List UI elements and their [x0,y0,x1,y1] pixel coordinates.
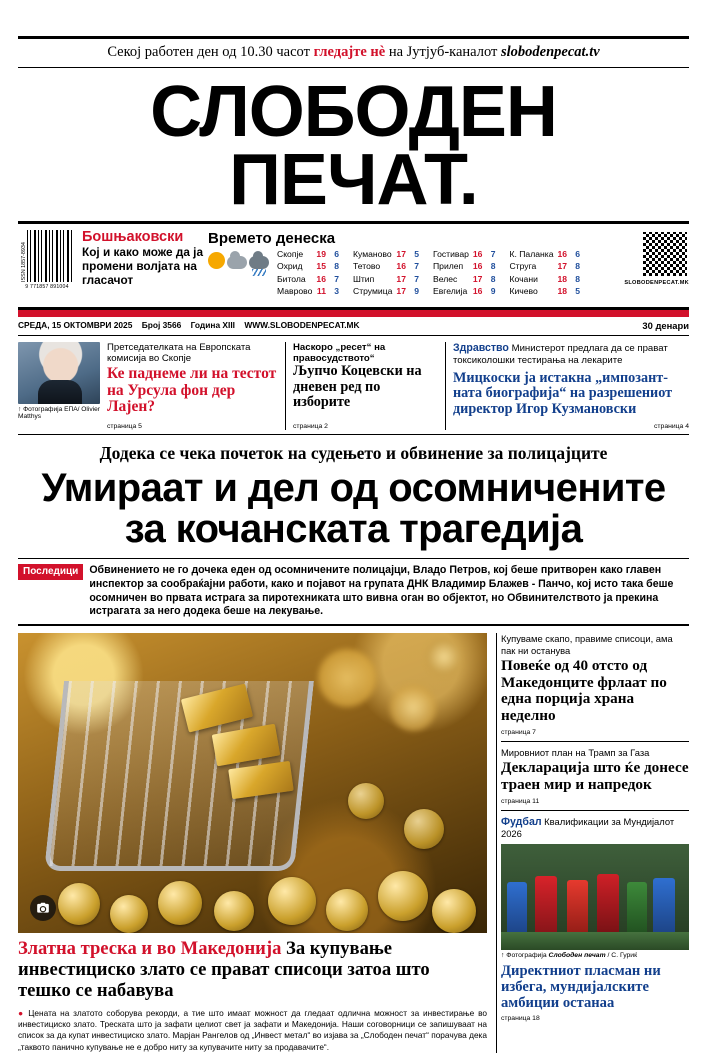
weather-column-1 [275,248,341,298]
right-page: страница 11 [501,797,540,805]
teaser-headline[interactable]: Мицкоски ја истакна „импозантната биографија“ на разрешениот директор Игор Кузмановски [453,370,673,417]
weather-row: Евгелија 16 9 [432,286,496,297]
teaser-page: страница 5 [107,422,142,430]
teaser-card-health[interactable] [446,342,689,430]
photo-credit-outlet: Слободен печат [548,951,606,959]
weather-icons [208,248,269,269]
qr-block[interactable] [603,230,689,303]
weather-row: Гостивар 16 7 [432,248,496,259]
dateline-issue: Број 3566 [141,320,182,331]
right-kicker: Мировниот план на Трамп за Газа [501,746,650,758]
weather-row: Прилеп 16 8 [432,261,496,272]
weather-column-4 [507,248,582,298]
photo-credit: ↑ Фотографија Слободен печат / С. Гуриќ [501,951,638,959]
right-item-gaza[interactable] [501,747,689,805]
teaser-page: страница 2 [293,422,328,430]
gold-headline[interactable] [18,939,487,1001]
weather-row: Струмица 17 9 [352,286,419,297]
photo-credit-pre: Фотографија [506,951,549,959]
weather-row: Штип 17 7 [352,273,419,284]
qr-code-icon[interactable] [641,230,689,278]
photo-credit-post: / С. Гуриќ [605,951,638,959]
teaser-card-kocevski[interactable] [286,342,446,430]
qr-label: SLOBODENPECAT.MK [624,279,689,286]
gold-headline-rest: За купување инвестициско злато се прават списоци затоа што тешко се набавува [18,938,430,1002]
rain-icon [249,256,269,269]
teaser-kicker: Претседателката на Европската комисија во Скопје [107,341,251,365]
status-badge: Последици [18,564,83,580]
weather-row: Велес 17 8 [432,273,496,284]
right-headline[interactable]: Повеќе од 40 отсто од Македонците фрлаат по една порција храна неделно [501,657,667,725]
divider [501,741,689,742]
main-lead-text: Обвинението не го дочека еден од осомничените полицајци, Владо Петров, кој беше притворен како главен инспектор за сообраќајни работи, како и појавот на групата ДНК Владимир Блажев - Панчо, кој исто така беше осомничен во првата истрага за пиротехниката што вивна оган во објектот, но Обвинителството ја прекина истрагата за него додека беше на лекување. [89,563,674,618]
weather-row: Куманово 17 5 [352,248,419,259]
masthead-title: СЛОБОДЕН ПЕЧАТ. [18,68,689,224]
issn-text: ISSN 1857-8934 [21,241,27,282]
gold-photo [18,633,487,933]
right-item-food[interactable] [501,633,689,735]
right-headline[interactable]: Декларација што ќе донесе траен мир и напредок [501,759,689,793]
teaser-text-health: Министерот предлага да се прават токсиколошки тестирања на лекарите [453,342,668,367]
dateline-bar [18,317,689,336]
weather-row: Кичево 18 5 [509,286,581,297]
teaser-author-text: Кој и како може да ја промени волјата на гласачот [82,245,204,287]
portrait-photo [18,342,100,404]
teaser-page: страница 4 [654,422,689,430]
cloud-icon [227,256,247,269]
teaser-headline[interactable]: Љупчо Коцевски на дневен ред по изборите [293,363,422,411]
weather-row: Кочани 18 8 [509,273,581,284]
newspaper-front-page [0,36,707,1060]
teaser-card-ursula[interactable] [18,342,286,430]
divider [18,624,689,626]
gold-body-text [18,1008,487,1053]
promo-pre: Секој работен ден од 10.30 часот [107,44,314,60]
main-headline-line2: за кочанската трагедија [124,506,583,551]
weather-title: Времето денеска [208,229,336,247]
weather-row: Битола 16 7 [277,273,339,284]
right-headline[interactable]: Директниот пласман ни избега, мундијалските амбиции останаа [501,962,661,1011]
weather-row: Охрид 15 8 [277,261,339,272]
dateline-date: СРЕДА, 15 ОКТОМВРИ 2025 [18,320,133,331]
main-lead-block [18,558,689,620]
dateline-website[interactable]: WWW.SLOBODENPECAT.MK [244,320,360,331]
football-photo [501,844,689,950]
photo-credit-text: Фотографија ЕПА/ Olivier Matthys [18,405,100,420]
bottom-section [18,633,689,1053]
weather-column-3 [431,248,497,298]
sport-kicker-text: Квалификации за Мундијалот 2026 [501,815,675,840]
photo-credit: ↑ Фотографија ЕПА/ Olivier Matthys [18,405,100,420]
promo-highlight: гледајте нѐ [313,44,386,60]
weather-row: Тетово 16 7 [352,261,419,272]
gold-headline-red: Златна треска и во Македонија [18,938,282,960]
gold-story[interactable] [18,633,487,1053]
sport-label: Фудбал [501,815,542,828]
teaser-bosnjakovski[interactable] [76,230,204,303]
weather-row: Струга 17 8 [509,261,581,272]
weather-row: К. Паланка 16 6 [509,248,581,259]
gold-body-copy: Цената на златото собoрува рекорди, а тие што имаат можност да гледаат одлична можност за инвестирање во инвестициско злато. Треската што ја зафати целиот свет ја зафати и Македонија. Наши соговорници се запишуваат на список за да купат инвестициско злато. Марјан Рангелов од „Инвест метал“ во изјава за „Слободен печат“ порачува дека „таквото панично купување не е добро ниту за купувачите ниту за продавачите“. [18,1007,488,1052]
dateline-year: Година XIII [190,320,236,331]
main-headline[interactable] [18,466,689,558]
right-page: страница 7 [501,728,536,736]
weather-widget [204,230,603,303]
right-kicker: Купуваме скапо, правиме списоци, ама пак ни останува [501,633,673,656]
weather-row: Скопје 19 6 [277,248,339,259]
promo-mid: на Јутјуб-каналот [385,44,501,60]
teaser-line-1 [453,342,689,367]
promo-bar [18,36,689,68]
barcode-block [18,230,76,303]
right-page: страница 18 [501,1014,540,1022]
right-kicker [501,816,689,840]
red-divider [18,310,689,317]
right-item-football[interactable] [501,816,689,1022]
divider [501,810,689,811]
teaser-author-name: Бошњаковски [82,228,184,245]
bullet-icon: ● [18,1007,25,1018]
main-headline-line1: Умираат и дел од осомничените [41,465,666,510]
barcode-digits: 9 771857 891004 [25,283,69,290]
promo-site[interactable]: slobodenpecat.tv [501,44,600,60]
weather-row: Маврово 11 3 [277,286,339,297]
teaser-label-health: Здравство [453,341,509,354]
right-column [496,633,689,1053]
teaser-row [18,336,689,435]
dateline-price: 30 денари [642,319,689,331]
barcode-icon [27,230,73,282]
teaser-headline[interactable]: Ке паднеме ли на тестот на Урсула фон дер Лајен? [107,365,277,416]
info-strip [18,224,689,310]
main-overline: Додека се чека почеток на судењето и обвинение за полицајците [99,442,608,463]
teaser-kicker: Наскоро „ресет“ на правосудството“ [293,341,386,365]
sun-icon [208,252,225,269]
camera-icon[interactable] [30,895,56,921]
weather-column-2 [351,248,421,298]
teaser-photo-block [18,342,100,430]
